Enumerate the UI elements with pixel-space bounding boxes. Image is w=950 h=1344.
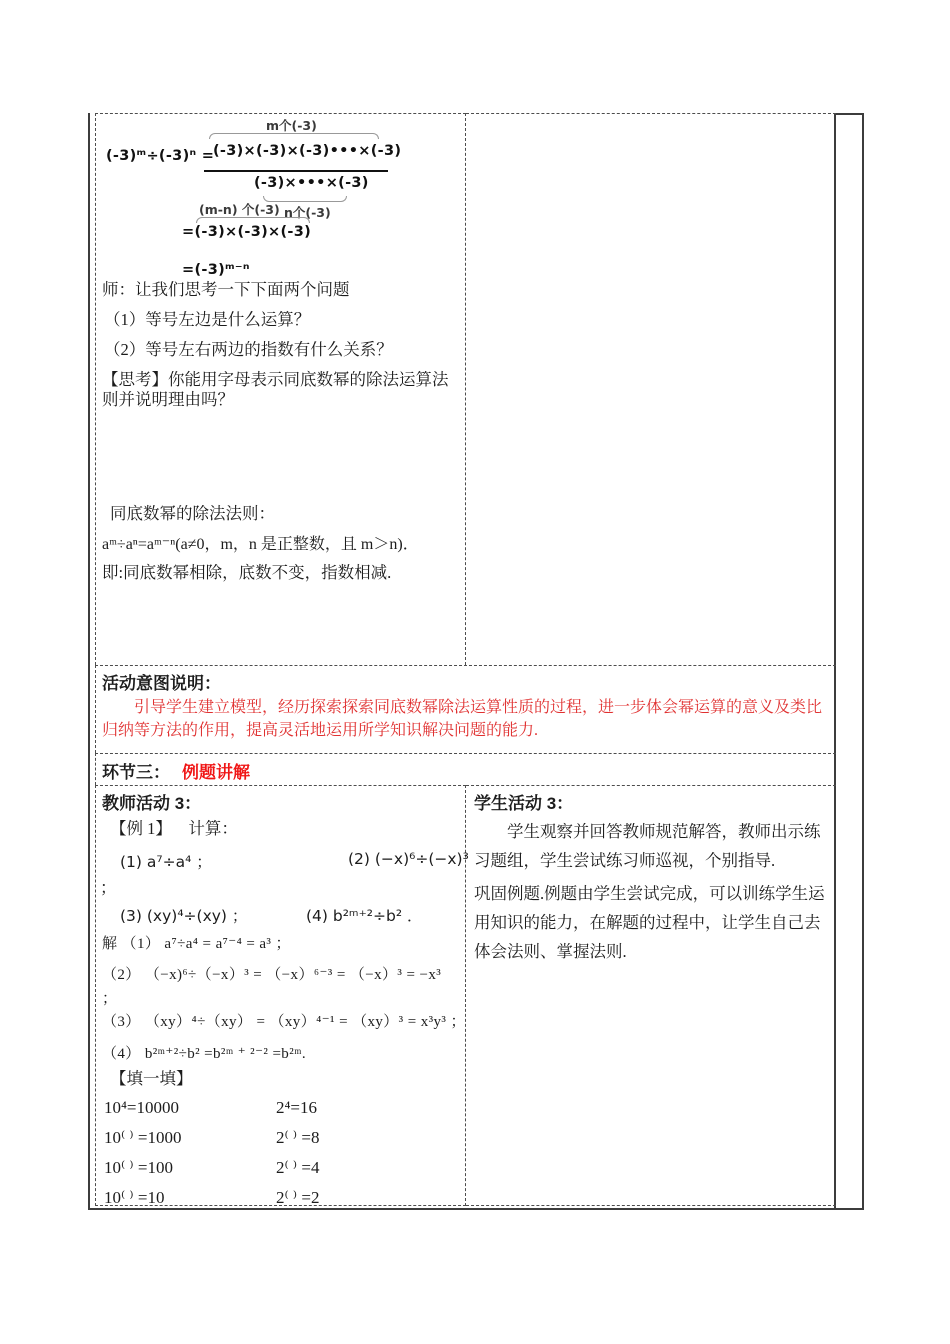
fill-row-1-right: 2⁴=16 — [276, 1098, 318, 1117]
formula-label-mn-count: (m-n) 个(-3) — [199, 202, 280, 217]
formula-left-hand-side: (-3)ᵐ÷(-3)ⁿ = — [106, 148, 215, 164]
fill-row-2-right: 2⁽ ⁾ =8 — [276, 1128, 320, 1147]
problem-4: (4) b²ᵐ⁺²÷b² ． — [306, 907, 423, 925]
question-2: （2）等号左右两边的指数有什么关系？ — [104, 340, 393, 359]
solution-1: 解 （1） a⁷÷a⁴ = a⁷⁻⁴ = a³ ； — [102, 936, 291, 952]
think-prompt: 【思考】你能用字母表示同底数幂的除法运算法则并说明理由吗？ — [102, 370, 449, 409]
section-three-row — [95, 753, 836, 785]
section-three-title: 例题讲解 — [182, 763, 250, 782]
problem-2: (2) (−x)⁶÷(−x)³ — [348, 850, 469, 868]
right-margin-column-top-border — [834, 113, 864, 115]
example1-intro: 【例 1】 计算： — [110, 819, 238, 838]
solution-2: （2） （−x)⁶÷（−x）³ = （−x）⁶⁻³ = （−x）³ = −x³ — [102, 967, 442, 983]
formula-label-n-count: n个(-3) — [284, 205, 331, 220]
formula-fraction-bar — [204, 170, 388, 172]
student-activity3-para1: 学生观察并回答教师规范解答，教师出示练习题组，学生尝试练习师巡视，个别指导. — [474, 822, 821, 870]
activity-intent-row — [95, 665, 836, 753]
teacher-activity3-heading: 教师活动 3： — [102, 794, 202, 813]
fill-row-4-left: 10⁽ ⁾ =10 — [104, 1188, 165, 1207]
problem-1: (1) a⁷÷a⁴ ； — [120, 853, 212, 871]
formula-overbrace-result — [196, 217, 310, 223]
fill-row-3-right: 2⁽ ⁾ =4 — [276, 1158, 320, 1177]
student-activity2-cell-empty — [466, 113, 836, 665]
formula-label-m-count: m个(-3) — [266, 118, 317, 133]
solution-4: （4） b²ᵐ⁺²÷b² =b²ᵐ ⁺ ²⁻² =b²ᵐ. — [102, 1046, 306, 1062]
formula-overbrace-numerator — [209, 133, 379, 139]
fill-row-3-left: 10⁽ ⁾ =100 — [104, 1158, 173, 1177]
formula-numerator: (-3)×(-3)×(-3)•••×(-3) — [213, 143, 402, 159]
rule-title: 同底数幂的除法法则： — [110, 504, 275, 523]
formula-step2: =(-3)×(-3)×(-3) — [182, 224, 312, 240]
formula-step3: =(-3)ᵐ⁻ⁿ — [182, 262, 250, 278]
question-1: （1）等号左边是什么运算？ — [104, 310, 311, 329]
rule-note: 即:同底数幂相除，底数不变，指数相减. — [102, 563, 392, 582]
fill-in-title: 【填一填】 — [110, 1069, 193, 1088]
problem-2-semicolon: ； — [100, 878, 117, 897]
student-activity3-cell — [466, 785, 836, 1206]
activity-intent-body: 引导学生建立模型，经历探索探索同底数幂除法运算性质的过程，进一步体会幂运算的意义及类比归纳等方法的作用，提高灵活地运用所学知识解决问题的能力. — [102, 699, 823, 739]
fill-row-4-right: 2⁽ ⁾ =2 — [276, 1188, 320, 1207]
teacher-prompt: 师：让我们思考一下下面两个问题 — [102, 280, 350, 299]
student-activity3-heading: 学生活动 3： — [474, 794, 574, 813]
formula-denominator: (-3)×•••×(-3) — [254, 175, 369, 191]
section-three-prefix: 环节三： — [102, 763, 170, 782]
fill-row-2-left: 10⁽ ⁾ =1000 — [104, 1128, 182, 1147]
solution-2-semicolon: ； — [102, 991, 118, 1007]
fill-row-1-left: 10⁴=10000 — [104, 1098, 180, 1117]
teacher-activity2-cell — [95, 113, 466, 665]
problem-3: (3) (xy)⁴÷(xy) ； — [120, 907, 248, 925]
lesson-plan-table — [88, 113, 864, 1210]
rule-formula: aᵐ÷aⁿ=aᵐ⁻ⁿ(a≠0，m，n 是正整数，且 m＞n)． — [102, 536, 419, 553]
solution-3: （3） （xy）⁴÷（xy） = （xy）⁴⁻¹ = （xy）³ = x³y³ ； — [102, 1014, 466, 1030]
teacher-activity3-cell — [95, 785, 469, 1207]
student-activity3-para2: 巩固例题.例题由学生尝试完成，可以训练学生运用知识的能力，在解题的过程中，让学生自己去体会法则、掌握法则. — [474, 884, 825, 961]
activity-intent-title: 活动意图说明： — [102, 674, 221, 693]
